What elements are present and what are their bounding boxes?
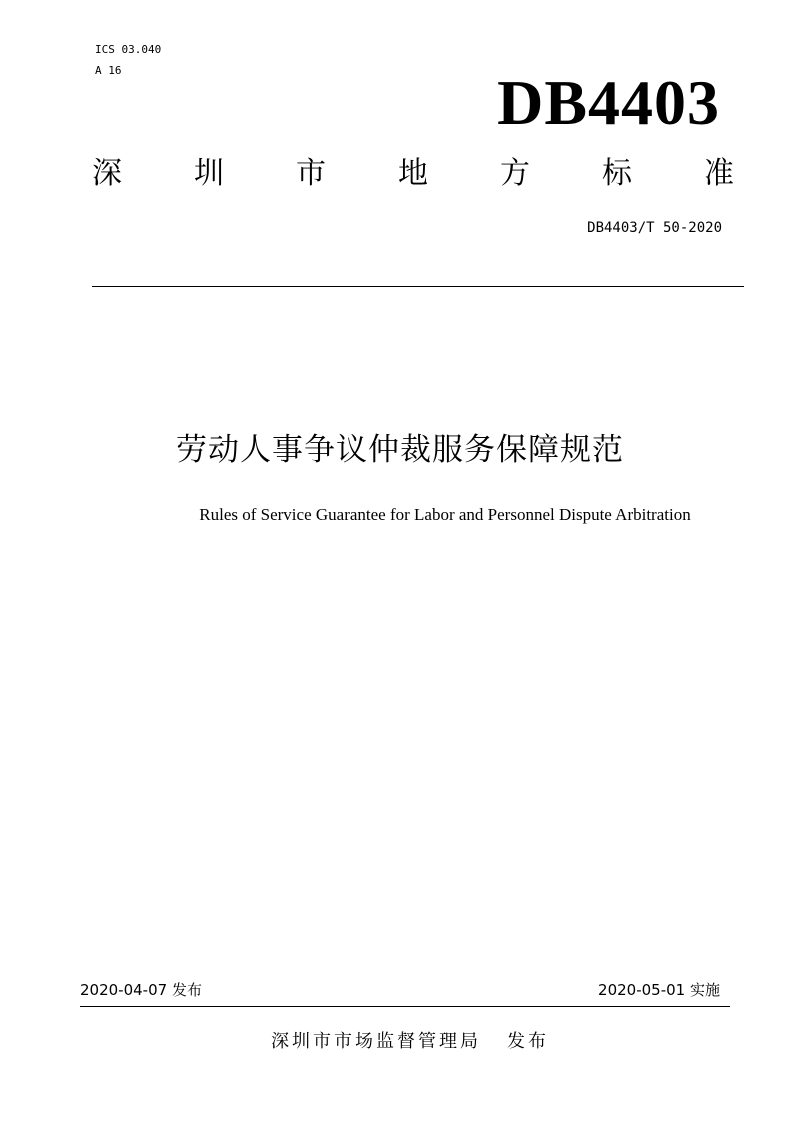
db-code: DB4403 bbox=[497, 67, 720, 138]
footer-divider bbox=[80, 1006, 730, 1007]
header-divider bbox=[92, 286, 744, 287]
publish-label: 发布 bbox=[507, 1031, 549, 1052]
implement-date: 2020-05-01 实施 bbox=[598, 981, 720, 999]
issue-date: 2020-04-07 发布 bbox=[80, 981, 202, 999]
standard-type-char: 圳 bbox=[194, 156, 224, 191]
standard-type-char: 准 bbox=[704, 156, 734, 191]
standard-type-char: 标 bbox=[602, 156, 632, 191]
standard-type-char: 深 bbox=[92, 156, 122, 191]
standard-type-char: 市 bbox=[296, 156, 326, 191]
standard-type bbox=[92, 154, 734, 194]
ccs-code: A 16 bbox=[95, 64, 122, 77]
publisher-line bbox=[0, 1030, 800, 1054]
standard-type-char: 方 bbox=[500, 156, 530, 191]
standard-number: DB4403/T 50-2020 bbox=[587, 220, 722, 236]
publisher-name: 深圳市市场监督管理局 bbox=[271, 1031, 481, 1052]
title-chinese: 劳动人事争议仲裁服务保障规范 bbox=[176, 432, 624, 468]
title-english: Rules of Service Guarantee for Labor and Personnel Dispute Arbitration bbox=[199, 505, 691, 524]
ics-code: ICS 03.040 bbox=[95, 43, 162, 56]
standard-type-char: 地 bbox=[398, 156, 428, 191]
